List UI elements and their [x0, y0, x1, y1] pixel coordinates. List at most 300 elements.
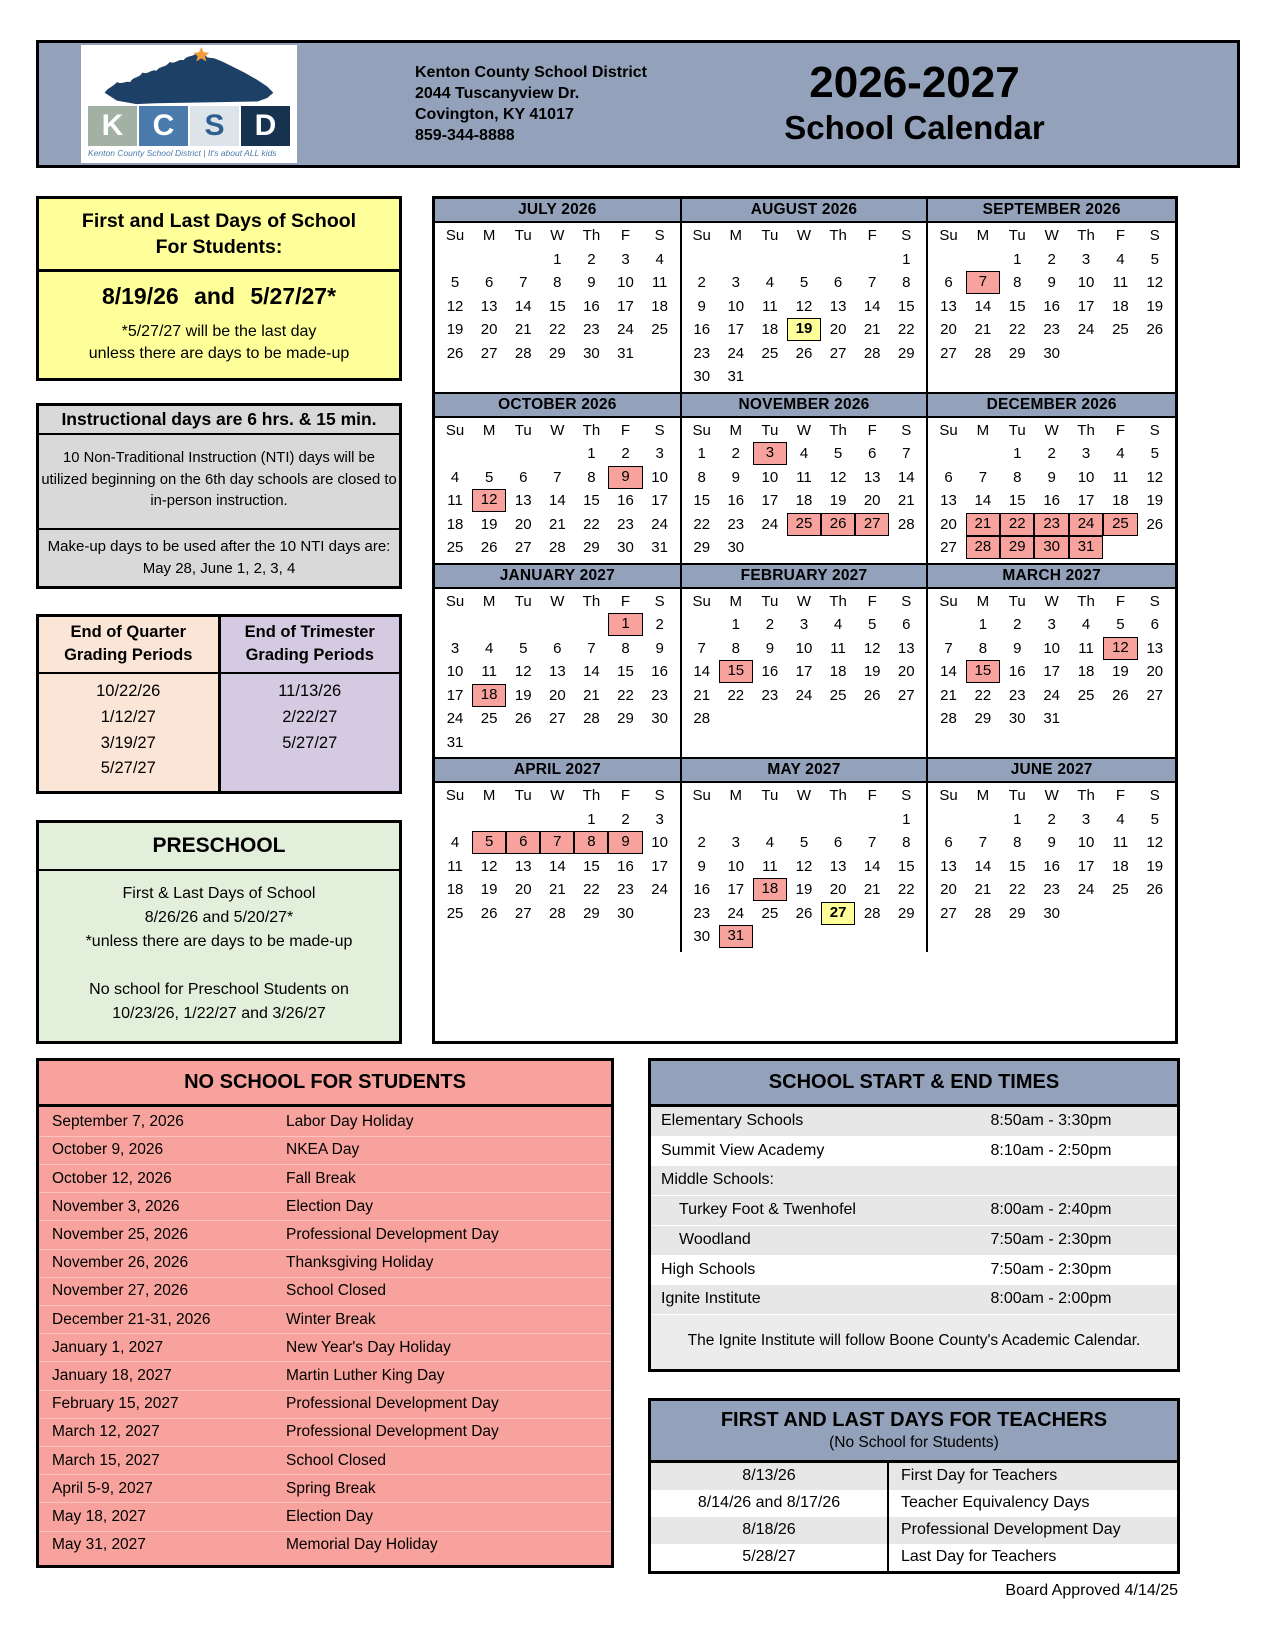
- weekday-header-row: [685, 784, 924, 808]
- empty-day: [931, 613, 965, 637]
- weekday-header-row: [685, 224, 924, 248]
- calendar-day: 23: [617, 515, 634, 533]
- weekday-label: M: [729, 787, 743, 804]
- calendar-day: 8: [553, 274, 562, 291]
- calendar-day: 22: [974, 686, 992, 704]
- weekday-label: Th: [582, 227, 601, 244]
- empty-day: [472, 731, 506, 755]
- calendar-day: 1: [608, 613, 642, 636]
- month-september-2026: [928, 199, 1175, 394]
- empty-day: [821, 536, 855, 560]
- empty-day: [787, 808, 821, 832]
- students-box-body: [39, 272, 399, 379]
- calendar-day: 29: [897, 904, 915, 922]
- no-school-row: [39, 1277, 611, 1305]
- empty-day: [855, 707, 889, 731]
- weekday-header-row: [438, 419, 677, 443]
- calendar-day: 24: [727, 344, 745, 362]
- calendar-day: 13: [829, 857, 847, 875]
- calendar-day: 12: [1103, 637, 1137, 660]
- calendar-day: 8: [1013, 274, 1022, 291]
- calendar-day: 23: [583, 321, 600, 338]
- left-info-column: [36, 196, 402, 1044]
- calendar-day: 6: [484, 274, 494, 291]
- preschool-box: [36, 820, 402, 1044]
- calendar-day: 17: [1077, 297, 1095, 315]
- calendar-day: 25: [761, 904, 779, 922]
- teacher-event: Last Day for Teachers: [901, 1548, 1057, 1566]
- calendar-day: 6: [944, 468, 953, 486]
- calendar-day: 2: [587, 250, 596, 268]
- calendar-day: 20: [514, 881, 532, 898]
- empty-day: [855, 808, 889, 832]
- calendar-day: 22: [897, 881, 915, 898]
- calendar-day: 2: [731, 445, 740, 462]
- weekday-label: S: [1149, 592, 1160, 610]
- calendar-day: 25: [1112, 321, 1129, 338]
- month-title: SEPTEMBER 2026: [928, 199, 1175, 223]
- weekday-header-row: [685, 419, 924, 443]
- empty-day: [540, 442, 574, 466]
- week-row: [931, 442, 1172, 466]
- calendar-day: 15: [719, 660, 753, 683]
- start-end-times-title: SCHOOL START & END TIMES: [651, 1061, 1177, 1107]
- calendar-day: 16: [1043, 492, 1060, 509]
- week-row: [438, 318, 677, 342]
- calendar-day: 23: [1034, 513, 1068, 536]
- month-body: [435, 589, 680, 758]
- no-school-row: [39, 1502, 611, 1530]
- week-row: [931, 489, 1172, 513]
- calendar-day: 2: [1047, 250, 1056, 268]
- week-row: [931, 513, 1172, 537]
- calendar-day: 21: [583, 686, 600, 704]
- students-box-title-line1: First and Last Days of School: [81, 210, 357, 232]
- calendar-day: 11: [1112, 468, 1129, 486]
- no-school-event: Thanksgiving Holiday: [286, 1254, 434, 1272]
- empty-day: [438, 808, 472, 832]
- no-school-date: October 12, 2026: [52, 1169, 172, 1187]
- calendar-day: 31: [617, 344, 634, 362]
- empty-day: [787, 536, 821, 560]
- calendar-day: 11: [796, 468, 812, 486]
- calendar-day: 18: [753, 878, 787, 901]
- calendar-day: 14: [940, 663, 957, 680]
- teacher-event: First Day for Teachers: [901, 1467, 1058, 1485]
- calendar-day: 5: [833, 445, 843, 462]
- week-row: [931, 831, 1172, 855]
- calendar-day: 24: [795, 686, 813, 704]
- calendar-day: 15: [897, 297, 915, 315]
- weekday-label: M: [976, 227, 990, 244]
- calendar-day: 19: [514, 686, 532, 704]
- calendar-day: 1: [731, 616, 740, 633]
- logo-letter-c: C: [139, 106, 188, 146]
- no-school-event: Martin Luther King Day: [286, 1366, 445, 1384]
- district-name: Kenton County School District: [415, 63, 647, 81]
- calendar-day: 3: [655, 810, 664, 828]
- calendar-day: 10: [727, 297, 745, 315]
- grading-periods-table: [36, 614, 402, 793]
- month-title: APRIL 2027: [435, 759, 680, 783]
- calendar-day: 27: [548, 710, 566, 727]
- calendar-day: 27: [1146, 686, 1164, 704]
- calendar-day: 22: [617, 686, 634, 704]
- month-june-2027: [928, 759, 1175, 952]
- calendar-day: 28: [974, 904, 992, 922]
- quarter-grading-header: [39, 617, 218, 674]
- month-march-2027: [928, 565, 1175, 760]
- empty-day: [821, 248, 855, 272]
- week-row: [685, 536, 924, 560]
- quarter-title-line1: End of Quarter: [70, 623, 186, 642]
- week-row: [931, 808, 1172, 832]
- week-row: [438, 342, 677, 366]
- calendar-day: 27: [829, 344, 847, 362]
- calendar-day: 23: [1008, 686, 1026, 704]
- calendar-day: 8: [587, 468, 596, 486]
- calendar-day: 16: [693, 881, 711, 898]
- week-row: [438, 466, 677, 490]
- empty-day: [685, 808, 719, 832]
- calendar-day: 3: [655, 445, 664, 462]
- calendar-day: 10: [651, 834, 668, 851]
- no-school-event: Fall Break: [286, 1169, 356, 1187]
- calendar-day: 16: [1043, 297, 1060, 315]
- calendar-day: 29: [548, 344, 566, 362]
- calendar-day: 12: [1146, 468, 1164, 486]
- weekday-label: S: [654, 227, 665, 244]
- calendar-day: 20: [863, 492, 881, 509]
- month-october-2026: [435, 394, 682, 565]
- weekday-label: M: [976, 421, 990, 439]
- calendar-day: 25: [829, 686, 847, 704]
- week-row: [438, 855, 677, 879]
- school-year-title: 2026-2027: [809, 58, 1020, 108]
- calendar-day: 3: [753, 442, 787, 465]
- calendar-day: 14: [693, 663, 711, 680]
- no-school-date: May 31, 2027: [52, 1536, 146, 1554]
- week-row: [438, 295, 677, 319]
- empty-day: [1069, 342, 1103, 366]
- week-row: [438, 902, 677, 926]
- weekday-label: F: [1115, 227, 1125, 244]
- calendar-day: 9: [731, 468, 740, 486]
- week-row: [685, 660, 924, 684]
- calendar-day: 11: [1078, 639, 1094, 657]
- trimester-grading-dates: [221, 674, 400, 765]
- calendar-day: 28: [897, 515, 915, 533]
- week-row: [931, 342, 1172, 366]
- calendar-day: 29: [974, 710, 992, 727]
- ignite-note: The Ignite Institute will follow Boone County's Academic Calendar.: [651, 1315, 1177, 1369]
- time-row: [651, 1107, 1177, 1137]
- grading-date: 5/27/27: [100, 759, 156, 778]
- calendar-day: 14: [548, 857, 566, 875]
- calendar-day: 7: [944, 639, 953, 657]
- calendar-day: 3: [1081, 250, 1091, 268]
- bottom-section: [36, 1058, 1276, 1600]
- month-january-2027: [435, 565, 682, 760]
- empty-day: [540, 808, 574, 832]
- calendar-day: 18: [446, 515, 464, 533]
- calendar-day: 4: [484, 639, 494, 657]
- calendar-day: 18: [446, 881, 464, 898]
- calendar-day: 19: [480, 515, 498, 533]
- week-row: [931, 684, 1172, 708]
- time-row: [651, 1256, 1177, 1285]
- calendar-day: 15: [583, 857, 600, 875]
- preschool-line4: No school for Preschool Students on: [89, 980, 349, 998]
- calendar-day: 22: [548, 321, 566, 338]
- calendar-day: 8: [731, 639, 740, 657]
- month-body: [682, 589, 927, 734]
- no-school-event: School Closed: [286, 1282, 386, 1300]
- calendar-day: 17: [727, 321, 745, 338]
- school-times: 8:50am - 3:30pm: [990, 1112, 1112, 1130]
- calendar-day: 24: [651, 881, 668, 898]
- weekday-label: Th: [1077, 592, 1095, 610]
- calendar-day: 26: [1112, 686, 1129, 704]
- week-row: [438, 878, 677, 902]
- week-row: [438, 831, 677, 855]
- weekday-label: W: [1044, 227, 1059, 244]
- weekday-label: S: [654, 592, 665, 610]
- calendar-day: 18: [761, 321, 779, 338]
- weekday-label: Th: [582, 787, 601, 804]
- month-body: [928, 589, 1175, 734]
- empty-day: [931, 808, 965, 832]
- calendar-day: 8: [902, 274, 911, 291]
- weekday-label: Su: [692, 421, 711, 439]
- calendar-day: 26: [480, 539, 498, 556]
- week-row: [438, 513, 677, 537]
- weekday-label: M: [729, 227, 743, 244]
- calendar-day: 11: [651, 274, 668, 291]
- calendar-day: 3: [731, 834, 740, 851]
- calendar-day: 23: [1043, 321, 1060, 338]
- time-row: [651, 1196, 1177, 1226]
- calendar-day: 9: [697, 857, 706, 875]
- calendar-day: 4: [799, 445, 809, 462]
- month-title: AUGUST 2026: [682, 199, 927, 223]
- calendar-day: 8: [697, 468, 706, 486]
- week-row: [438, 707, 677, 731]
- no-school-row: [39, 1333, 611, 1361]
- calendar-day: 23: [651, 686, 668, 704]
- instructional-header: Instructional days are 6 hrs. & 15 min.: [39, 406, 399, 435]
- empty-day: [1103, 707, 1137, 731]
- calendar-day: 27: [514, 539, 532, 556]
- weekday-label: F: [620, 227, 631, 244]
- calendar-day: 31: [719, 925, 753, 948]
- week-row: [685, 878, 924, 902]
- no-school-row: [39, 1361, 611, 1389]
- calendar-day: 27: [940, 539, 957, 556]
- calendar-day: 17: [1077, 492, 1095, 509]
- calendar-day: 22: [583, 515, 600, 533]
- district-address: [415, 62, 647, 146]
- month-august-2026: [682, 199, 929, 394]
- calendar-day: 9: [1013, 639, 1022, 657]
- teacher-event: Professional Development Day: [901, 1521, 1121, 1539]
- phone-number: 859-344-8888: [415, 127, 515, 145]
- empty-day: [506, 731, 540, 755]
- calendar-day: 24: [1077, 321, 1095, 338]
- teacher-row: [651, 1490, 1177, 1517]
- calendar-day: 23: [693, 344, 711, 362]
- teacher-date: 5/28/27: [651, 1544, 889, 1571]
- calendar-day: 8: [1013, 468, 1022, 486]
- week-row: [438, 613, 677, 637]
- calendar-day: 16: [1008, 663, 1026, 680]
- calendar-day: 2: [1047, 445, 1056, 462]
- weekday-label: Tu: [514, 787, 532, 804]
- calendar-day: 29: [583, 539, 600, 556]
- no-school-date: November 27, 2026: [52, 1282, 189, 1300]
- empty-day: [438, 248, 472, 272]
- calendar-day: 28: [548, 539, 566, 556]
- calendar-day: 6: [553, 639, 562, 657]
- calendar-day: 19: [1146, 297, 1164, 315]
- calendar-day: 2: [1047, 810, 1056, 828]
- calendar-day: 29: [897, 344, 915, 362]
- no-school-date: March 15, 2027: [52, 1451, 160, 1469]
- calendar-day: 16: [727, 492, 745, 509]
- trimester-title-line1: End of Trimester: [244, 623, 375, 642]
- calendar-day: 30: [651, 710, 668, 727]
- no-school-title: NO SCHOOL FOR STUDENTS: [39, 1061, 611, 1107]
- no-school-row: [39, 1390, 611, 1418]
- calendar-day: 1: [902, 810, 911, 828]
- no-school-row: [39, 1474, 611, 1502]
- calendar-day: 21: [863, 881, 881, 898]
- month-title: MAY 2027: [682, 759, 927, 783]
- header-banner: [36, 40, 1240, 168]
- no-school-date: March 12, 2027: [52, 1423, 160, 1441]
- weekday-label: W: [550, 787, 565, 804]
- calendar-day: 30: [727, 539, 745, 556]
- students-note-line2: unless there are days to be made-up: [88, 345, 350, 363]
- calendar-day: 3: [1047, 616, 1056, 633]
- month-title: DECEMBER 2026: [928, 394, 1175, 418]
- weekday-label: Th: [1077, 227, 1095, 244]
- empty-day: [966, 808, 1000, 832]
- week-row: [931, 318, 1172, 342]
- calendar-subtitle: School Calendar: [784, 109, 1045, 147]
- weekday-header-row: [438, 784, 677, 808]
- time-row: [651, 1226, 1177, 1256]
- trimester-grading-column: [221, 617, 400, 790]
- month-body: [928, 418, 1175, 563]
- board-approved-note: Board Approved 4/14/25: [1005, 1581, 1178, 1599]
- calendar-day: 7: [966, 271, 1000, 294]
- calendar-day: 1: [587, 810, 596, 828]
- kcsd-logo: [81, 45, 297, 163]
- empty-day: [472, 808, 506, 832]
- calendar-day: 2: [621, 445, 630, 462]
- weekday-label: Th: [582, 592, 601, 610]
- weekday-label: W: [550, 227, 565, 244]
- calendar-day: 26: [863, 686, 881, 704]
- empty-day: [889, 365, 923, 389]
- weekday-label: F: [620, 421, 631, 439]
- month-title: OCTOBER 2026: [435, 394, 680, 418]
- teachers-rows: [651, 1463, 1177, 1571]
- calendar-day: 24: [1077, 881, 1095, 898]
- month-body: [682, 223, 927, 392]
- calendar-day: 18: [1077, 663, 1095, 680]
- empty-day: [753, 365, 787, 389]
- weekday-label: Tu: [514, 421, 532, 439]
- calendar-day: 12: [480, 857, 498, 875]
- calendar-day: 11: [830, 639, 846, 657]
- calendar-day: 1: [1013, 445, 1022, 462]
- calendar-day: 8: [621, 639, 630, 657]
- month-body: [928, 223, 1175, 368]
- calendar-day: 30: [693, 928, 711, 945]
- weekday-label: W: [1044, 421, 1059, 439]
- calendar-day: 7: [697, 639, 706, 657]
- weekday-label: Tu: [1008, 421, 1026, 439]
- calendar-day: 12: [514, 663, 532, 680]
- calendar-day: 20: [514, 515, 532, 533]
- instructional-days-box: [36, 403, 402, 589]
- teacher-event: Teacher Equivalency Days: [901, 1494, 1090, 1512]
- calendar-day: 21: [940, 686, 957, 704]
- calendar-day: 8: [574, 831, 608, 854]
- empty-day: [719, 248, 753, 272]
- main-content: [36, 196, 1276, 1044]
- students-note-line1: *5/27/27 will be the last day: [121, 322, 317, 340]
- calendar-day: 10: [1043, 639, 1060, 657]
- weekday-label: Su: [445, 227, 465, 244]
- quarter-title-line2: Grading Periods: [64, 646, 193, 665]
- calendar-day: 22: [1008, 881, 1026, 898]
- calendar-day: 22: [693, 515, 711, 533]
- calendar-day: 26: [1146, 321, 1164, 338]
- weekday-label: Tu: [514, 592, 532, 610]
- calendar-day: 30: [617, 539, 634, 556]
- calendar-day: 20: [1146, 663, 1164, 680]
- weekday-label: Th: [1077, 421, 1095, 439]
- week-row: [685, 808, 924, 832]
- month-title: JUNE 2027: [928, 759, 1175, 783]
- week-row: [931, 248, 1172, 272]
- calendar-day: 10: [1077, 834, 1095, 851]
- teachers-title: FIRST AND LAST DAYS FOR TEACHERS: [720, 1408, 1108, 1431]
- calendar-day: 26: [1146, 881, 1164, 898]
- teachers-days-table: [648, 1398, 1180, 1574]
- no-school-event: School Closed: [286, 1451, 386, 1469]
- calendar-day: 21: [548, 881, 566, 898]
- weekday-label: Th: [1077, 787, 1095, 804]
- calendar-day: 10: [761, 468, 779, 486]
- calendar-day: 21: [966, 513, 1000, 536]
- weekday-label: Tu: [761, 592, 779, 610]
- week-row: [685, 442, 924, 466]
- weekday-label: Tu: [514, 227, 532, 244]
- week-row: [438, 731, 677, 755]
- weekday-label: S: [1149, 787, 1160, 804]
- grading-date: 2/22/27: [282, 708, 338, 727]
- weekday-label: F: [620, 787, 631, 804]
- calendar-day: 14: [974, 297, 992, 315]
- calendar-day: 18: [795, 492, 813, 509]
- students-first-last-box: [36, 196, 402, 381]
- calendar-day: 17: [617, 297, 634, 315]
- calendar-day: 31: [1043, 710, 1060, 727]
